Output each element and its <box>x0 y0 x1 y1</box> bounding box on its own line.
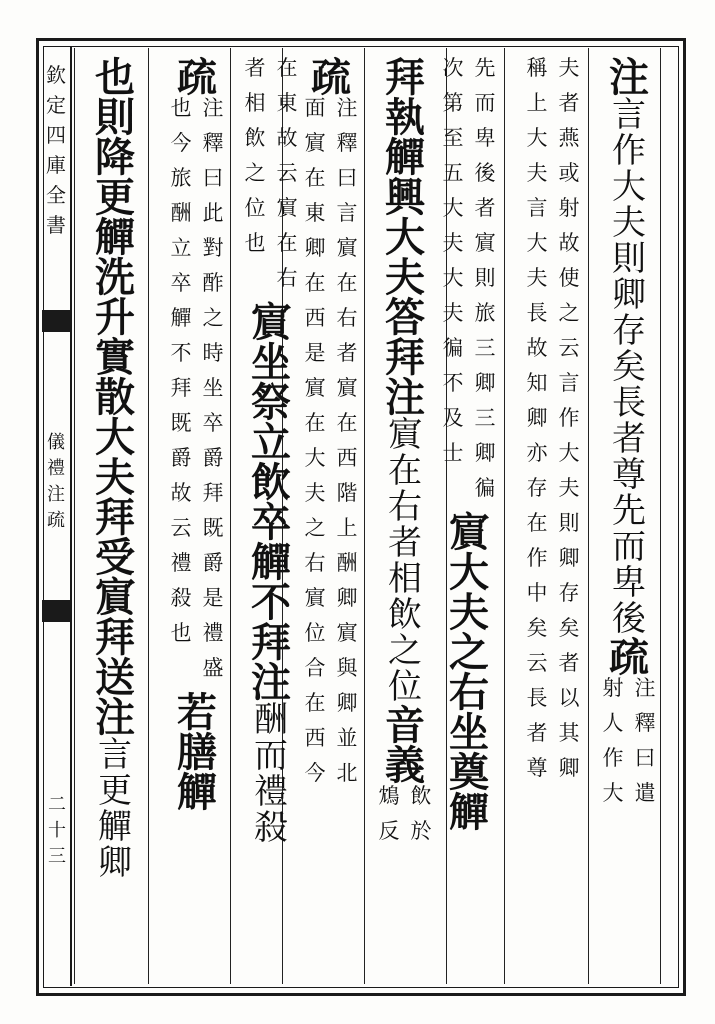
fish-tail-mark-lower <box>42 600 70 622</box>
annotation-double-line <box>301 98 361 798</box>
text-run: 疏 <box>177 54 217 101</box>
text-run: 注 釋 曰 言 賔 在 右 者 賔 在 西 階 上 酬 卿 賔 與 卿 並 北 <box>336 96 358 785</box>
text-run: 夫 者 燕 或 射 故 使 之 云 言 作 大 夫 則 卿 存 矣 者 以 其 卿 <box>558 56 580 780</box>
text-run: 者 相 飲 之 位 也 <box>244 56 266 255</box>
text-column <box>86 54 144 883</box>
text-run: 先 而 卑 後 者 賔 則 旅 三 卿 三 卿 徧 <box>474 56 496 500</box>
column-rule <box>660 48 661 984</box>
text-column <box>376 54 434 856</box>
text-column <box>434 56 504 836</box>
annotation-double-line <box>241 58 301 303</box>
text-run: 賔 大 夫 之 右 坐 奠 觶 <box>449 509 489 836</box>
column-rule <box>148 48 149 984</box>
column-rule <box>504 48 505 984</box>
text-run: 鴆 反 <box>378 784 400 843</box>
text-run: 注 釋 曰 遣 <box>634 676 656 805</box>
text-run: 射 人 作 大 <box>602 676 624 805</box>
annotation-double-line <box>167 98 227 693</box>
text-run: 注 <box>95 694 135 741</box>
text-run: 若 膳 觶 <box>177 689 217 816</box>
text-run: 言 更 觶 卿 <box>98 735 132 883</box>
text-run: 酬 而 禮 殺 <box>254 700 288 848</box>
text-run: 疏 <box>609 634 649 681</box>
text-column <box>296 54 366 798</box>
text-run: 注 <box>251 659 291 706</box>
text-run: 言 作 大 夫 則 卿 存 矣 長 者 尊 先 而 卑 後 <box>612 95 646 639</box>
text-run: 音 義 <box>385 702 425 789</box>
text-run: 賔 坐 祭 立 飲 卒 觶 不 拜 <box>251 299 291 666</box>
text-run: 注 <box>385 374 425 421</box>
text-run: 也 則 降 更 觶 洗 升 實 散 大 夫 拜 受 賔 拜 送 <box>95 54 135 701</box>
text-run: 賔 在 右 者 相 飲 之 位 <box>388 415 422 707</box>
text-run: 次 第 至 五 大 夫 大 夫 徧 不 及 士 <box>442 56 464 465</box>
text-run: 在 東 故 云 賔 在 右 <box>276 56 298 290</box>
annotation-double-line <box>439 58 499 513</box>
text-run: 疏 <box>311 54 351 101</box>
text-run: 也 今 旅 酬 立 卒 觶 不 拜 既 爵 故 云 禮 殺 也 <box>170 96 192 645</box>
text-run: 稱 上 大 夫 言 大 夫 長 故 知 卿 亦 存 在 作 中 矣 云 長 者 尊 <box>526 56 548 780</box>
text-column <box>518 58 588 793</box>
text-run: 拜 執 觶 興 大 夫 答 拜 <box>385 54 425 381</box>
annotation-double-line <box>375 786 435 856</box>
text-run: 注 釋 曰 此 對 酢 之 時 坐 卒 爵 拜 既 爵 是 禮 盛 <box>202 96 224 680</box>
text-run: 飲 於 <box>410 784 432 843</box>
text-column <box>162 54 232 816</box>
text-column <box>600 54 658 818</box>
text-run: 注 <box>609 54 649 101</box>
fish-tail-mark-upper <box>42 310 70 332</box>
column-rule <box>74 48 75 984</box>
text-column <box>242 58 300 847</box>
annotation-double-line <box>599 678 659 818</box>
page-number: 二十三 <box>48 794 66 867</box>
column-rule <box>588 48 589 984</box>
annotation-double-line <box>523 58 583 793</box>
margin-section-title: 儀 禮 注 疏 <box>47 432 65 531</box>
margin-book-title: 欽 定 四 庫 全 書 <box>46 63 66 237</box>
text-run: 面 賔 在 東 卿 在 西 是 賔 在 大 夫 之 右 賔 位 合 在 西 今 <box>304 96 326 785</box>
